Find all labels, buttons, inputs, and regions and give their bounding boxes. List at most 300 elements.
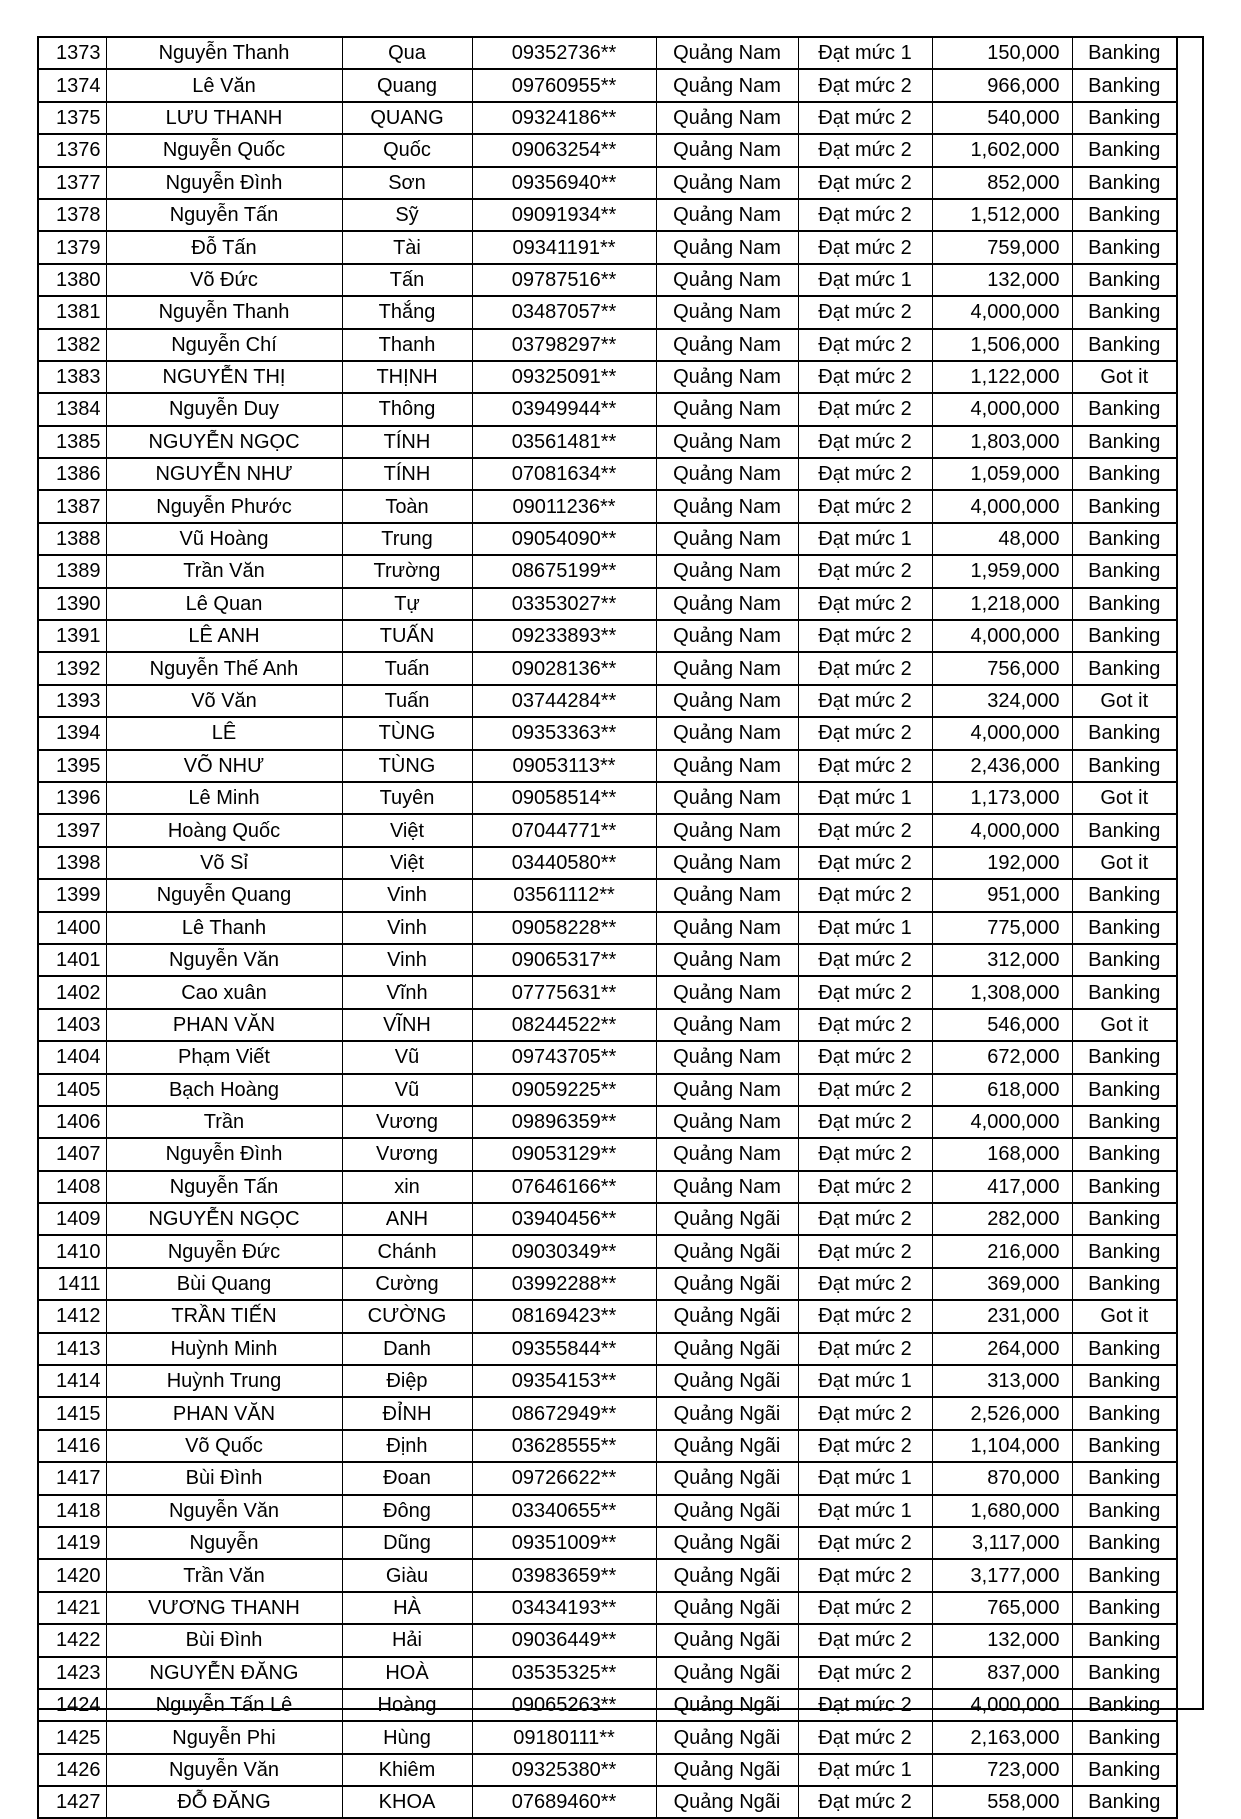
phone-number-cell: 09065317** (472, 944, 656, 976)
payment-method-cell: Banking (1072, 393, 1177, 425)
last-middle-name-cell: Nguyễn Phước (106, 490, 342, 522)
level-cell: Đạt mức 2 (798, 1527, 932, 1559)
province-cell: Quảng Nam (656, 1041, 798, 1073)
last-middle-name-cell: Huỳnh Minh (106, 1333, 342, 1365)
level-cell: Đạt mức 1 (798, 264, 932, 296)
first-name-cell: HÀ (342, 1592, 472, 1624)
row-number-cell: 1424 (38, 1689, 106, 1721)
phone-number-cell: 09065263** (472, 1689, 656, 1721)
payment-method-cell: Banking (1072, 814, 1177, 846)
table-row (38, 1203, 1177, 1235)
table-row (38, 1041, 1177, 1073)
payment-method-cell: Got it (1072, 1300, 1177, 1332)
first-name-cell: Hoàng (342, 1689, 472, 1721)
row-number-cell: 1380 (38, 264, 106, 296)
last-middle-name-cell: LÊ (106, 717, 342, 749)
payment-method-cell: Banking (1072, 1721, 1177, 1753)
first-name-cell: Hải (342, 1624, 472, 1656)
phone-number-cell: 07081634** (472, 458, 656, 490)
payment-method-cell: Banking (1072, 1462, 1177, 1494)
table-row (38, 620, 1177, 652)
table-row (38, 490, 1177, 522)
level-cell: Đạt mức 2 (798, 361, 932, 393)
last-middle-name-cell: Nguyễn Đình (106, 1138, 342, 1170)
last-middle-name-cell: Lê Quan (106, 588, 342, 620)
phone-number-cell: 03561112** (472, 879, 656, 911)
province-cell: Quảng Ngãi (656, 1786, 798, 1818)
first-name-cell: TÙNG (342, 717, 472, 749)
first-name-cell: Trường (342, 555, 472, 587)
province-cell: Quảng Ngãi (656, 1721, 798, 1753)
first-name-cell: Tuyên (342, 782, 472, 814)
first-name-cell: TÍNH (342, 426, 472, 458)
payment-method-cell: Got it (1072, 361, 1177, 393)
last-middle-name-cell: Trần Văn (106, 1559, 342, 1591)
row-number-cell: 1393 (38, 685, 106, 717)
level-cell: Đạt mức 2 (798, 555, 932, 587)
row-number-cell: 1381 (38, 296, 106, 328)
province-cell: Quảng Ngãi (656, 1592, 798, 1624)
first-name-cell: Đoan (342, 1462, 472, 1494)
last-middle-name-cell: NGUYỄN ĐĂNG (106, 1657, 342, 1689)
province-cell: Quảng Ngãi (656, 1333, 798, 1365)
table-row (38, 1721, 1177, 1753)
level-cell: Đạt mức 2 (798, 1559, 932, 1591)
payment-method-cell: Banking (1072, 102, 1177, 134)
last-middle-name-cell: Hoàng Quốc (106, 814, 342, 846)
row-number-cell: 1390 (38, 588, 106, 620)
last-middle-name-cell: Nguyễn Tấn (106, 1171, 342, 1203)
last-middle-name-cell: Lê Minh (106, 782, 342, 814)
first-name-cell: Chánh (342, 1235, 472, 1267)
level-cell: Đạt mức 1 (798, 912, 932, 944)
table-row (38, 782, 1177, 814)
level-cell: Đạt mức 2 (798, 620, 932, 652)
level-cell: Đạt mức 1 (798, 523, 932, 555)
first-name-cell: Tuấn (342, 652, 472, 684)
level-cell: Đạt mức 2 (798, 976, 932, 1008)
phone-number-cell: 03561481** (472, 426, 656, 458)
table-row (38, 361, 1177, 393)
row-number-cell: 1386 (38, 458, 106, 490)
phone-number-cell: 03434193** (472, 1592, 656, 1624)
level-cell: Đạt mức 1 (798, 1495, 932, 1527)
table-row (38, 750, 1177, 782)
payment-method-cell: Banking (1072, 1559, 1177, 1591)
payment-method-cell: Banking (1072, 750, 1177, 782)
row-number-cell: 1373 (38, 37, 106, 69)
province-cell: Quảng Ngãi (656, 1268, 798, 1300)
payment-method-cell: Banking (1072, 1074, 1177, 1106)
province-cell: Quảng Nam (656, 588, 798, 620)
table-row (38, 847, 1177, 879)
last-middle-name-cell: Nguyễn Đức (106, 1235, 342, 1267)
level-cell: Đạt mức 2 (798, 944, 932, 976)
table-row (38, 1333, 1177, 1365)
first-name-cell: Qua (342, 37, 472, 69)
province-cell: Quảng Ngãi (656, 1657, 798, 1689)
level-cell: Đạt mức 2 (798, 393, 932, 425)
level-cell: Đạt mức 2 (798, 1106, 932, 1138)
phone-number-cell: 03949944** (472, 393, 656, 425)
level-cell: Đạt mức 1 (798, 37, 932, 69)
last-middle-name-cell: PHAN VĂN (106, 1397, 342, 1429)
payment-method-cell: Banking (1072, 1592, 1177, 1624)
amount-cell: 1,122,000 (932, 361, 1072, 393)
first-name-cell: TÙNG (342, 750, 472, 782)
row-number-cell: 1388 (38, 523, 106, 555)
first-name-cell: QUANG (342, 102, 472, 134)
table-row (38, 1495, 1177, 1527)
row-number-cell: 1423 (38, 1657, 106, 1689)
phone-number-cell: 08244522** (472, 1009, 656, 1041)
phone-number-cell: 09091934** (472, 199, 656, 231)
level-cell: Đạt mức 2 (798, 847, 932, 879)
amount-cell: 618,000 (932, 1074, 1072, 1106)
phone-number-cell: 09354153** (472, 1365, 656, 1397)
phone-number-cell: 03440580** (472, 847, 656, 879)
phone-number-cell: 08672949** (472, 1397, 656, 1429)
province-cell: Quảng Ngãi (656, 1689, 798, 1721)
province-cell: Quảng Nam (656, 1009, 798, 1041)
phone-number-cell: 03744284** (472, 685, 656, 717)
payment-method-cell: Banking (1072, 167, 1177, 199)
last-middle-name-cell: Nguyễn Phi (106, 1721, 342, 1753)
province-cell: Quảng Ngãi (656, 1203, 798, 1235)
first-name-cell: Sơn (342, 167, 472, 199)
payment-method-cell: Banking (1072, 1365, 1177, 1397)
amount-cell: 216,000 (932, 1235, 1072, 1267)
table-row (38, 102, 1177, 134)
last-middle-name-cell: Nguyễn (106, 1527, 342, 1559)
amount-cell: 4,000,000 (932, 1106, 1072, 1138)
phone-number-cell: 09036449** (472, 1624, 656, 1656)
table-row (38, 1235, 1177, 1267)
province-cell: Quảng Nam (656, 458, 798, 490)
last-middle-name-cell: NGUYỄN THỊ (106, 361, 342, 393)
phone-number-cell: 08169423** (472, 1300, 656, 1332)
level-cell: Đạt mức 2 (798, 167, 932, 199)
province-cell: Quảng Nam (656, 1138, 798, 1170)
province-cell: Quảng Nam (656, 620, 798, 652)
first-name-cell: Vũ (342, 1074, 472, 1106)
phone-number-cell: 09341191** (472, 231, 656, 263)
level-cell: Đạt mức 2 (798, 1203, 932, 1235)
last-middle-name-cell: Trần Văn (106, 555, 342, 587)
payment-method-cell: Banking (1072, 134, 1177, 166)
payment-method-cell: Banking (1072, 879, 1177, 911)
amount-cell: 132,000 (932, 264, 1072, 296)
first-name-cell: Vĩnh (342, 976, 472, 1008)
last-middle-name-cell: Võ Văn (106, 685, 342, 717)
level-cell: Đạt mức 2 (798, 329, 932, 361)
first-name-cell: Toàn (342, 490, 472, 522)
payment-method-cell: Banking (1072, 1333, 1177, 1365)
level-cell: Đạt mức 2 (798, 490, 932, 522)
table-row (38, 1689, 1177, 1721)
last-middle-name-cell: Lê Văn (106, 69, 342, 101)
phone-number-cell: 09896359** (472, 1106, 656, 1138)
province-cell: Quảng Nam (656, 264, 798, 296)
level-cell: Đạt mức 2 (798, 1268, 932, 1300)
row-number-cell: 1412 (38, 1300, 106, 1332)
table-row (38, 1138, 1177, 1170)
payment-method-cell: Banking (1072, 1041, 1177, 1073)
province-cell: Quảng Nam (656, 717, 798, 749)
payment-method-cell: Banking (1072, 69, 1177, 101)
table-row (38, 264, 1177, 296)
last-middle-name-cell: VƯƠNG THANH (106, 1592, 342, 1624)
table-row (38, 199, 1177, 231)
table-row (38, 814, 1177, 846)
last-middle-name-cell: Bùi Đình (106, 1462, 342, 1494)
row-number-cell: 1375 (38, 102, 106, 134)
province-cell: Quảng Nam (656, 652, 798, 684)
first-name-cell: Danh (342, 1333, 472, 1365)
last-middle-name-cell: NGUYỄN NGỌC (106, 426, 342, 458)
first-name-cell: Vinh (342, 912, 472, 944)
last-middle-name-cell: Huỳnh Trung (106, 1365, 342, 1397)
province-cell: Quảng Nam (656, 912, 798, 944)
phone-number-cell: 07044771** (472, 814, 656, 846)
province-cell: Quảng Nam (656, 685, 798, 717)
last-middle-name-cell: Lê Thanh (106, 912, 342, 944)
row-number-cell: 1397 (38, 814, 106, 846)
amount-cell: 540,000 (932, 102, 1072, 134)
level-cell: Đạt mức 2 (798, 717, 932, 749)
payment-method-cell: Banking (1072, 523, 1177, 555)
table-row (38, 134, 1177, 166)
payment-method-cell: Banking (1072, 490, 1177, 522)
level-cell: Đạt mức 2 (798, 1592, 932, 1624)
amount-cell: 558,000 (932, 1786, 1072, 1818)
row-number-cell: 1398 (38, 847, 106, 879)
table-row (38, 69, 1177, 101)
row-number-cell: 1415 (38, 1397, 106, 1429)
table-row (38, 879, 1177, 911)
payment-method-cell: Banking (1072, 1754, 1177, 1786)
row-number-cell: 1408 (38, 1171, 106, 1203)
amount-cell: 1,173,000 (932, 782, 1072, 814)
province-cell: Quảng Nam (656, 523, 798, 555)
phone-number-cell: 09053113** (472, 750, 656, 782)
table-row (38, 1592, 1177, 1624)
amount-cell: 951,000 (932, 879, 1072, 911)
payment-method-cell: Banking (1072, 652, 1177, 684)
amount-cell: 312,000 (932, 944, 1072, 976)
row-number-cell: 1402 (38, 976, 106, 1008)
table-row (38, 1657, 1177, 1689)
first-name-cell: Vũ (342, 1041, 472, 1073)
phone-number-cell: 09325380** (472, 1754, 656, 1786)
row-number-cell: 1410 (38, 1235, 106, 1267)
level-cell: Đạt mức 2 (798, 1041, 932, 1073)
province-cell: Quảng Nam (656, 296, 798, 328)
phone-number-cell: 09353363** (472, 717, 656, 749)
province-cell: Quảng Ngãi (656, 1527, 798, 1559)
row-number-cell: 1400 (38, 912, 106, 944)
level-cell: Đạt mức 2 (798, 426, 932, 458)
phone-number-cell: 09351009** (472, 1527, 656, 1559)
table-row (38, 1268, 1177, 1300)
row-number-cell: 1407 (38, 1138, 106, 1170)
level-cell: Đạt mức 2 (798, 1138, 932, 1170)
row-number-cell: 1403 (38, 1009, 106, 1041)
table-row (38, 1397, 1177, 1429)
first-name-cell: Thông (342, 393, 472, 425)
first-name-cell: Cường (342, 1268, 472, 1300)
last-middle-name-cell: Bùi Quang (106, 1268, 342, 1300)
amount-cell: 1,959,000 (932, 555, 1072, 587)
phone-number-cell: 09760955** (472, 69, 656, 101)
phone-number-cell: 09743705** (472, 1041, 656, 1073)
amount-cell: 1,059,000 (932, 458, 1072, 490)
row-number-cell: 1426 (38, 1754, 106, 1786)
first-name-cell: Tấn (342, 264, 472, 296)
level-cell: Đạt mức 2 (798, 1171, 932, 1203)
table-row (38, 1462, 1177, 1494)
last-middle-name-cell: Nguyễn Duy (106, 393, 342, 425)
phone-number-cell: 07775631** (472, 976, 656, 1008)
province-cell: Quảng Nam (656, 199, 798, 231)
first-name-cell: Thanh (342, 329, 472, 361)
last-middle-name-cell: Võ Quốc (106, 1430, 342, 1462)
first-name-cell: Điệp (342, 1365, 472, 1397)
first-name-cell: ĐỈNH (342, 1397, 472, 1429)
last-middle-name-cell: Nguyễn Tấn (106, 199, 342, 231)
province-cell: Quảng Nam (656, 329, 798, 361)
phone-number-cell: 03992288** (472, 1268, 656, 1300)
last-middle-name-cell: ĐỖ ĐĂNG (106, 1786, 342, 1818)
amount-cell: 1,602,000 (932, 134, 1072, 166)
table-row (38, 1106, 1177, 1138)
phone-number-cell: 09058228** (472, 912, 656, 944)
first-name-cell: Thắng (342, 296, 472, 328)
payment-method-cell: Banking (1072, 426, 1177, 458)
amount-cell: 3,117,000 (932, 1527, 1072, 1559)
amount-cell: 192,000 (932, 847, 1072, 879)
row-number-cell: 1378 (38, 199, 106, 231)
province-cell: Quảng Nam (656, 69, 798, 101)
row-number-cell: 1416 (38, 1430, 106, 1462)
row-number-cell: 1419 (38, 1527, 106, 1559)
row-number-cell: 1421 (38, 1592, 106, 1624)
amount-cell: 324,000 (932, 685, 1072, 717)
payment-method-cell: Banking (1072, 1657, 1177, 1689)
phone-number-cell: 09063254** (472, 134, 656, 166)
first-name-cell: HOÀ (342, 1657, 472, 1689)
first-name-cell: Đông (342, 1495, 472, 1527)
level-cell: Đạt mức 2 (798, 814, 932, 846)
phone-number-cell: 09180111** (472, 1721, 656, 1753)
table-row (38, 1074, 1177, 1106)
first-name-cell: xin (342, 1171, 472, 1203)
phone-number-cell: 09352736** (472, 37, 656, 69)
amount-cell: 231,000 (932, 1300, 1072, 1332)
last-middle-name-cell: Nguyễn Đình (106, 167, 342, 199)
last-middle-name-cell: TRẦN TIẾN (106, 1300, 342, 1332)
payment-method-cell: Banking (1072, 912, 1177, 944)
province-cell: Quảng Nam (656, 490, 798, 522)
amount-cell: 852,000 (932, 167, 1072, 199)
row-number-cell: 1392 (38, 652, 106, 684)
table-row (38, 523, 1177, 555)
table-row (38, 1171, 1177, 1203)
first-name-cell: Sỹ (342, 199, 472, 231)
last-middle-name-cell: Nguyễn Quang (106, 879, 342, 911)
amount-cell: 672,000 (932, 1041, 1072, 1073)
row-number-cell: 1383 (38, 361, 106, 393)
row-number-cell: 1379 (38, 231, 106, 263)
level-cell: Đạt mức 2 (798, 750, 932, 782)
phone-number-cell: 03535325** (472, 1657, 656, 1689)
payment-method-cell: Banking (1072, 1527, 1177, 1559)
first-name-cell: Vương (342, 1106, 472, 1138)
level-cell: Đạt mức 2 (798, 1786, 932, 1818)
province-cell: Quảng Nam (656, 231, 798, 263)
province-cell: Quảng Ngãi (656, 1397, 798, 1429)
row-number-cell: 1399 (38, 879, 106, 911)
last-middle-name-cell: Bạch Hoàng (106, 1074, 342, 1106)
first-name-cell: Khiêm (342, 1754, 472, 1786)
amount-cell: 48,000 (932, 523, 1072, 555)
amount-cell: 4,000,000 (932, 620, 1072, 652)
last-middle-name-cell: LÊ ANH (106, 620, 342, 652)
amount-cell: 1,308,000 (932, 976, 1072, 1008)
phone-number-cell: 09059225** (472, 1074, 656, 1106)
phone-number-cell: 08675199** (472, 555, 656, 587)
amount-cell: 150,000 (932, 37, 1072, 69)
province-cell: Quảng Nam (656, 814, 798, 846)
last-middle-name-cell: Nguyễn Văn (106, 1495, 342, 1527)
province-cell: Quảng Nam (656, 167, 798, 199)
table-row (38, 976, 1177, 1008)
province-cell: Quảng Nam (656, 555, 798, 587)
phone-number-cell: 09054090** (472, 523, 656, 555)
row-number-cell: 1427 (38, 1786, 106, 1818)
last-middle-name-cell: NGUYỄN NHƯ (106, 458, 342, 490)
first-name-cell: VĨNH (342, 1009, 472, 1041)
level-cell: Đạt mức 2 (798, 879, 932, 911)
payment-method-cell: Banking (1072, 458, 1177, 490)
phone-number-cell: 09233893** (472, 620, 656, 652)
row-number-cell: 1405 (38, 1074, 106, 1106)
last-middle-name-cell: Nguyễn Văn (106, 1754, 342, 1786)
level-cell: Đạt mức 1 (798, 782, 932, 814)
payment-method-cell: Got it (1072, 685, 1177, 717)
first-name-cell: Dũng (342, 1527, 472, 1559)
province-cell: Quảng Ngãi (656, 1365, 798, 1397)
phone-number-cell: 03487057** (472, 296, 656, 328)
row-number-cell: 1396 (38, 782, 106, 814)
table-row (38, 1754, 1177, 1786)
first-name-cell: CƯỜNG (342, 1300, 472, 1332)
row-number-cell: 1413 (38, 1333, 106, 1365)
level-cell: Đạt mức 2 (798, 652, 932, 684)
phone-number-cell: 07646166** (472, 1171, 656, 1203)
first-name-cell: Quang (342, 69, 472, 101)
payment-method-cell: Banking (1072, 1786, 1177, 1818)
level-cell: Đạt mức 2 (798, 1657, 932, 1689)
payment-method-cell: Banking (1072, 1203, 1177, 1235)
amount-cell: 4,000,000 (932, 814, 1072, 846)
table-row (38, 717, 1177, 749)
phone-number-cell: 07689460** (472, 1786, 656, 1818)
amount-cell: 313,000 (932, 1365, 1072, 1397)
phone-number-cell: 09030349** (472, 1235, 656, 1267)
level-cell: Đạt mức 1 (798, 1754, 932, 1786)
first-name-cell: Việt (342, 814, 472, 846)
